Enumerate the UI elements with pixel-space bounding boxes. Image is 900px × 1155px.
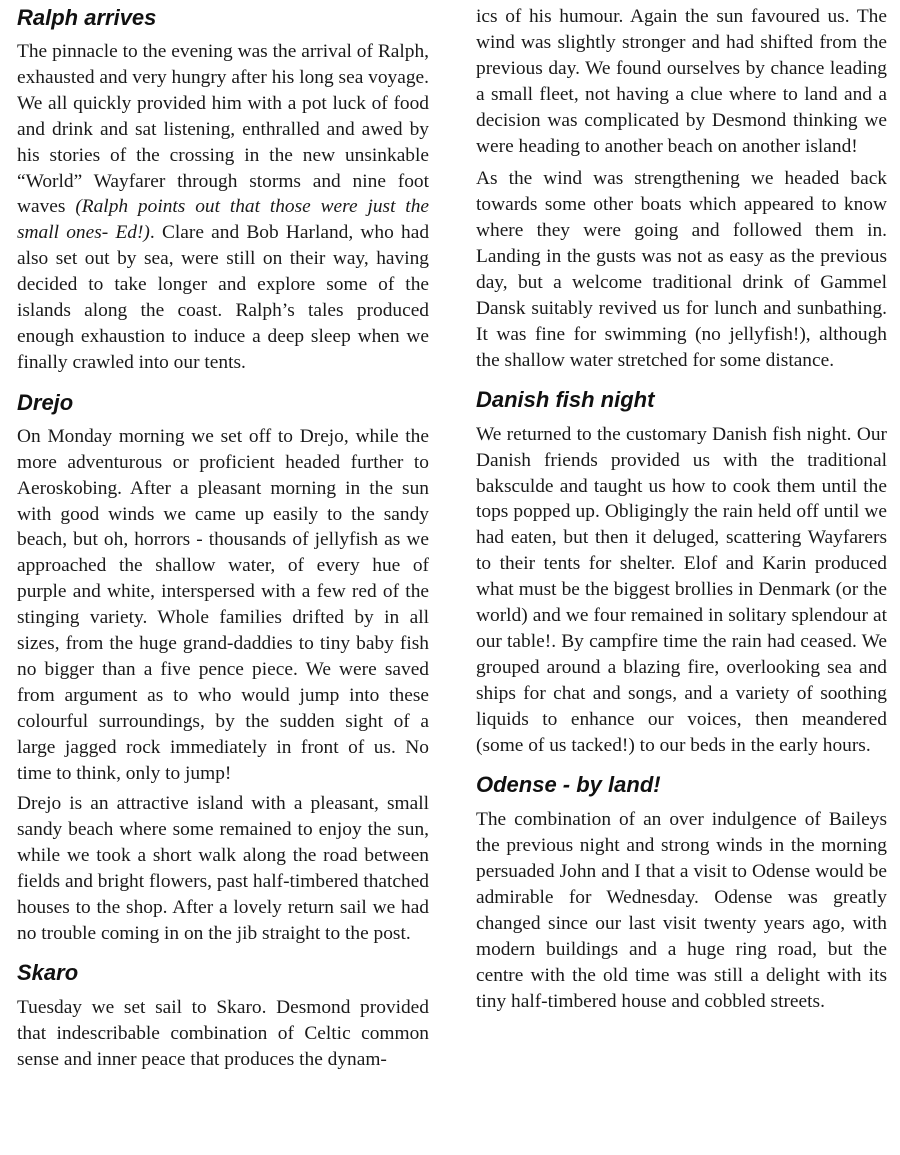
- left-column: [17, 0, 429, 1073]
- fish-night-paragraph: We returned to the customary Danish fish night. Our Danish friends provided us with the traditional baksculde and taught us how to cook them until the tops popped up. Obligingly the rain held off until we had eaten, but then it deluged, scattering Wayfarers to their tents for shelter. Elof and Karin produced what must be the biggest brollies in Denmark (or the world) and we four remained in solitary splendour at our table!. By campfire time the rain had ceased. We grouped around a blazing fire, overlooking sea and ships for chat and songs, and a variety of soothing liquids to enhance our voices, then meandered (some of us tacked!) to our beds in the early hours.: [476, 423, 887, 756]
- skaro-paragraph-1-start: Tuesday we set sail to Skaro. Desmond provided that indescribable combination of Celtic common sense and inner peace that produces the dynam-: [17, 996, 429, 1070]
- right-column: [476, 0, 887, 1015]
- drejo-paragraph-1: On Monday morning we set off to Drejo, while the more adventurous or proficient headed further to Aeroskobing. After a pleasant morning in the sun with good winds we came up easily to the sandy beach, but oh, horrors - thousands of jellyfish as we approached the shallow water, of every hue of purple and white, interspersed with a few red of the stinging variety. Whole families drifted by in all sizes, from the huge grand-daddies to tiny baby fish no bigger than a five pence piece. We were saved from argument as to who would jump into these colourful surroundings, by the sudden sight of a large jagged rock immediately in front of us. No time to think, only to jump!: [17, 425, 429, 784]
- heading-odense: Odense - by land!: [476, 772, 661, 798]
- heading-danish-fish-night: Danish fish night: [476, 386, 655, 412]
- odense-paragraph: The combination of an over indulgence of Baileys the previous night and strong winds in the morning persuaded John and I that a visit to Odense would be admirable for Wednesday. Odense was greatly changed since our last visit twenty years ago, with modern buildings and a huge ring road, but the centre with the old time was still a delight with its tiny half-timbered house and cobbled streets.: [476, 809, 887, 1012]
- ralph-paragraph: [17, 39, 429, 376]
- heading-drejo: Drejo: [17, 389, 74, 415]
- drejo-paragraph-2: Drejo is an attractive island with a pleasant, small sandy beach where some remained to enjoy the sun, while we took a short walk along the road between fields and bright flowers, past half-timbered thatched houses to the shop. After a lovely return sail we had no trouble coming in on the jib straight to the post.: [17, 793, 429, 944]
- ralph-text-a: The pinnacle to the evening was the arrival of Ralph, exhausted and very hungry after his long sea voyage. We all quickly provided him with a pot luck of food and drink and sat listening, enthralled and awed by his stories of the crossing in the new unsinkable “World” Wayfarer through storms and nine foot waves: [17, 41, 429, 218]
- ralph-text-b: . Clare and Bob Harland, who had also set out by sea, were still on their way, having decided to take longer and explore some of the islands along the coast. Ralph’s tales produced enough exhaustion to induce a deep sleep when we finally crawled into our tents.: [17, 222, 430, 373]
- heading-ralph-arrives: Ralph arrives: [17, 5, 157, 30]
- heading-skaro: Skaro: [17, 959, 79, 985]
- ralph-editor-note: (Ralph points out that those were just the small ones- Ed!): [17, 196, 429, 244]
- skaro-paragraph-2: As the wind was strengthening we headed back towards some other boats which appeared to know where they were going and followed them in. Landing in the gusts was not as easy as the previous day, but a welcome traditional drink of Gammel Dansk suitably revived us for lunch and sunbathing. It was fine for swimming (no jellyfish!), although the shallow water stretched for some distance.: [476, 168, 887, 371]
- skaro-paragraph-1-end: ics of his humour. Again the sun favoured us. The wind was slightly stronger and had shifted from the previous day. We found ourselves by chance leading a small fleet, not having a clue where to land and a decision was complicated by Desmond thinking we were heading to another beach on another island!: [476, 6, 887, 157]
